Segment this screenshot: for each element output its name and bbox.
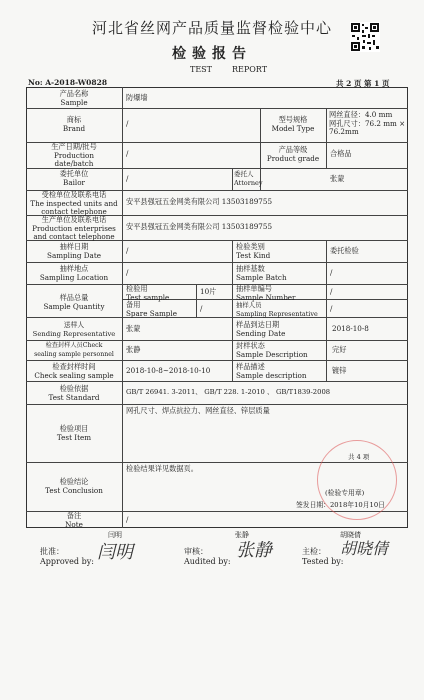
report-number: No: A-2018-W0828 (28, 78, 108, 87)
page-count: 共 2 页 第 1 页 (336, 79, 390, 88)
auditor-signature: 张静 (236, 540, 272, 561)
tested-by-label: 主检： Tested by: (302, 547, 344, 566)
institution-name: 河北省丝网产品质量监督检验中心 (91, 19, 332, 37)
tester-signature: 胡晓倩 (340, 539, 389, 558)
report-page: 河北省丝网产品质量监督检验中心 检验报告 TEST REPORT No: A-2018-W0828 共 2 页 第 1 页 产品名称 Sample 防爆墙 商标 Brand / 型号规格 Model Type 网丝直径：4.0 mm 网孔尺寸：76.2 mm × 76.2mm 生产日期/批号 Production date/batch / 产品等级 Product grade 合格品 委托单位 Bailor / 委托人 Attorney 张蒙 受检单位及联系电话 The inspected units and contact telephone 安平县强冠五金网类有限公司 13503189755 生产单位及联系电话 Production enterprises and contact telephone 安平县强冠五金网类有限公司 13503189755 抽样日期 Sampling Date / 检验类别 Test Kind 委托检验 抽样地点 Sampling Location / 抽样基数 Sample Batch / 样品总量 Sample Quantity 检验用 Test sample 10片 抽样单编号 Sample Number / 备用 Spare Sample / 抽样人员 Sampling Representative / 送样人 Sending Representative 张蒙 样品到达日期 Sending Date 2018-10-8 检查封样人员Check sealing sample personnel 张静 封样状态 Sample Description 完好 检查封样时间 Check sealing sample 2018-10-8~2018-10-10 样品描述 Sample description 镀锌 检验依据 Test Standard GB/T 26941. 3-2011、 GB/T 228. 1-2010 、 GB/T1839-2008 检验项目 Test Item 网孔尺寸、焊点抗拉力、网丝直径、锌层质量 共 4 项 检验结论 Test Conclusion 检验结果详见数据页。 (检验专用章) 签发日期：2018年10月10日 备注 Note / 闫明 张静 胡晓倩 批准： Approved by: 闫明 审核： Audited by: 张静 主检： Tested by: 胡晓倩 (0, 0, 424, 700)
report-title-en: TEST REPORT (190, 65, 268, 74)
printed-name-auditor: 张静 (235, 531, 249, 539)
audited-by-label: 审核： Audited by: (184, 547, 231, 566)
approved-by-label: 批准： Approved by: (40, 547, 94, 566)
printed-name-approver: 闫明 (108, 531, 122, 539)
approver-signature: 闫明 (97, 542, 133, 563)
printed-name-tester: 胡晓倩 (340, 531, 361, 539)
report-title: 检验报告 (172, 46, 252, 62)
